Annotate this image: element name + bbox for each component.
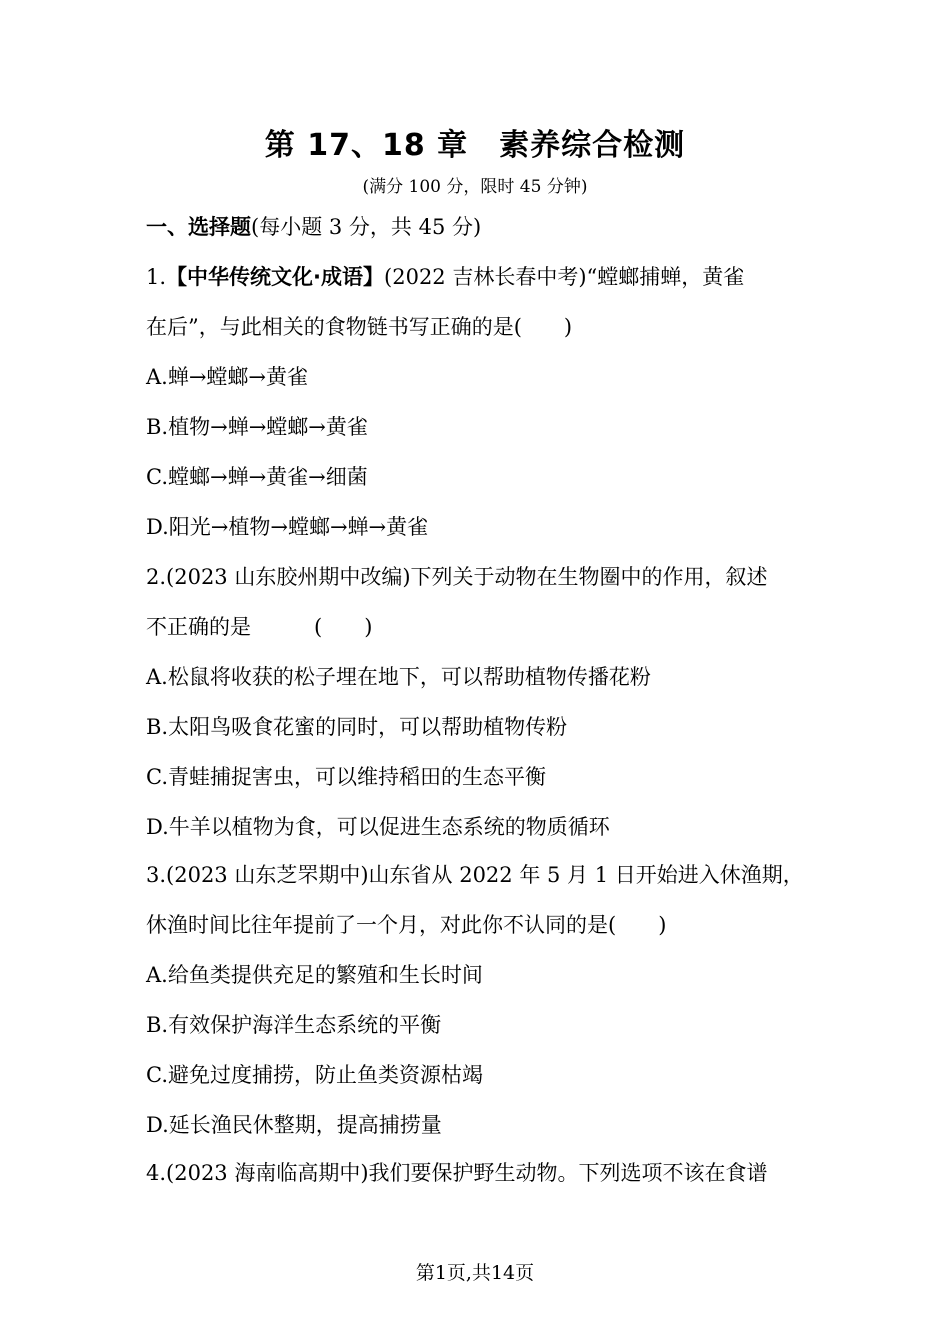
question-2-stem: 2.(2023 山东胶州期中改编)下列关于动物在生物圈中的作用，叙述 (146, 565, 768, 589)
question-3-stem-cont: 休渔时间比往年提前了一个月，对此你不认同的是( ) (146, 913, 667, 937)
question-1-option-b: B.植物→蝉→螳螂→黄雀 (146, 415, 368, 439)
question-2-option-a: A.松鼠将收获的松子埋在地下，可以帮助植物传播花粉 (146, 665, 651, 689)
question-4-stem: 4.(2023 海南临高期中)我们要保护野生动物。下列选项不该在食谱 (146, 1161, 768, 1185)
question-3-option-d: D.延长渔民休整期，提高捕捞量 (146, 1113, 442, 1137)
question-text: (2022 吉林长春中考)“螳螂捕蝉，黄雀 (384, 265, 745, 289)
page-title: 第 17、18 章 素养综合检测 (264, 128, 686, 163)
question-3-stem: 3.(2023 山东芝罘期中)山东省从 2022 年 5 月 1 日开始进入休渔期， (146, 863, 804, 887)
question-2-option-d: D.牛羊以植物为食，可以促进生态系统的物质循环 (146, 815, 610, 839)
question-number: 1. (146, 265, 167, 289)
question-3-option-b: B.有效保护海洋生态系统的平衡 (146, 1013, 442, 1037)
question-tag: 【中华传统文化·成语】 (166, 265, 385, 289)
question-1-option-c: C.螳螂→蝉→黄雀→细菌 (146, 465, 368, 489)
question-1-stem (146, 262, 826, 292)
question-2-option-b: B.太阳鸟吸食花蜜的同时，可以帮助植物传粉 (146, 715, 568, 739)
question-1-stem-cont: 在后”，与此相关的食物链书写正确的是( ) (146, 315, 573, 339)
question-3-option-c: C.避免过度捕捞，防止鱼类资源枯竭 (146, 1063, 483, 1087)
question-3-option-a: A.给鱼类提供充足的繁殖和生长时间 (146, 963, 483, 987)
question-1-option-d: D.阳光→植物→螳螂→蝉→黄雀 (146, 515, 429, 539)
section-heading (146, 212, 826, 242)
section-title: 一、选择题 (146, 215, 251, 239)
page-number: 第1页,共14页 (415, 1262, 535, 1284)
question-2-option-c: C.青蛙捕捉害虫，可以维持稻田的生态平衡 (146, 765, 546, 789)
question-2-stem-cont: 不正确的是 ( ) (146, 615, 373, 639)
exam-info: (满分 100 分，限时 45 分钟) (362, 177, 588, 197)
section-note: (每小题 3 分，共 45 分) (251, 215, 482, 239)
question-1-option-a: A.蝉→螳螂→黄雀 (146, 365, 309, 389)
